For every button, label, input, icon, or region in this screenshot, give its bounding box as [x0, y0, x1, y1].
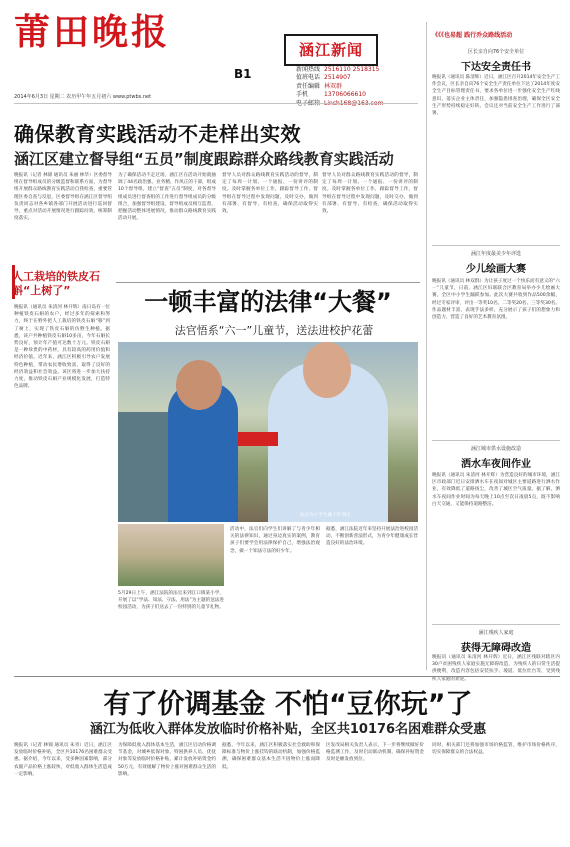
bottom-col1: 晚报讯（记者 林锦 通讯员 朱青）近日，涵江区发放临时价格补贴，全区共10176名困难群众受惠。据介绍，今年以来，受多种因素影响，部分农副产品价格上涨较快，对低收入群体生活造成一定影响。: [14, 743, 112, 777]
right-story3-title: 洒水车夜间作业: [461, 459, 531, 470]
editor-info-row: [296, 74, 416, 82]
right-story1-title: 下达安全责任书: [461, 62, 531, 73]
feature-photo: [118, 342, 418, 522]
divider: [14, 103, 418, 104]
right-story4-kicker: 涵江残疾人家庭: [478, 630, 514, 636]
editor-info-value: 13706066610: [324, 91, 366, 99]
right-story2-text: 晚报讯（通讯员 林双群）为让孩子度过一个快乐而有意义的“六一”儿童节，日前，涵江区妇联联合区教育局举办少儿绘画大赛，全区中小学生踊跃参加。此次大赛共收到作品500余幅，经过专家评审，评出一等奖10名、二等奖20名、三等奖30名。作品题材丰富，表现手法多样，充分展示了孩子们的想象力和创造力，营造了良好的艺术教育氛围。: [432, 279, 560, 321]
editor-info-row: [296, 83, 416, 91]
feature-text-a: 5月29日上午，涵江法院的法官来到江口镇某小学，开展了以“学法、知法、守法、用法”为主题的送法进校园活动，为孩子们送去了一份特别的儿童节礼物。: [118, 591, 224, 611]
right-story1-kicker: 区长亲自向76个安全单位: [467, 49, 525, 55]
editor-info-key: 责任编辑: [296, 82, 321, 90]
feature-photo-small: [118, 524, 224, 586]
divider: [14, 676, 560, 677]
date-line: 2014年6月3日 星期二 农历甲午年五月初六 www.ptwbs.net: [14, 94, 152, 100]
right-story2-title: 少儿绘画大赛: [466, 264, 526, 275]
right-story3-kicker: 涵江城市供水设施改造: [470, 446, 521, 452]
feature-text-c: 据悉，涵江法院近年来坚持开展法治进校园活动，不断创新普法形式，为青少年健康成长营造良好的法治环境。: [326, 527, 418, 547]
feature-text-b: 活动中，法官们向学生们讲解了与青少年相关的法律知识，通过身边真实的案例，教育孩子们要学会用法律保护自己，增强法治观念，做一个知法守法的好少年。: [230, 527, 320, 554]
masthead-logo: [14, 10, 244, 62]
side-story-title: 人工栽培的铁皮石斛“上树了”: [12, 270, 100, 297]
editor-info-key: 值班电话: [296, 74, 321, 82]
bottom-col5: 同时，相关部门还将加强市场价格监管，维护市场价格秩序，切实保障群众的合法权益。: [432, 743, 560, 756]
bottom-col3: 据悉，今年以来，涵江区积极落实社会救助和保障标准与物价上涨挂钩的联动机制，加强价格监测，确保困难群众基本生活不因物价上涨而降低。: [222, 743, 320, 770]
bottom-subtitle: 涵江为低收入群体发放临时价格补贴，全区共10176名困难群众受惠: [89, 722, 487, 737]
editor-info-value: 2516110 2518315: [324, 66, 380, 73]
article1-col4: 督导人员对群众路线教育实践活动的督导，制定了每周一计划、一个通报、一份讲评的制度。及时掌握各单位工作，跟踪督导工作，督导组在督导过程中发现问题，及时交办，做到有部署、有督导、有检查，确保活动取得实效。: [322, 173, 418, 215]
feature-title: 一顿丰富的法律“大餐”: [116, 282, 420, 319]
right-story2-kicker: 涵江年度最美少年评选: [470, 251, 521, 257]
right-story4-title: 获得无障碍改造: [461, 643, 531, 654]
bottom-title: 有了价调基金 不怕“豆你玩”了: [103, 689, 473, 720]
article1-col1: 晚报讯（记者 林锦 通讯员 朱丽 林华）区委督导组在督导组成员的分级监督和联系方面，为督导组开展群众路线教育实践活动自我检查，重要管理区委自查与反思，区委督导组在涵江区督导组负责同志对各乡镇各部门开展活动进行巡回督导，重点对活动开展情况进行跟踪问效，统筹制度落实。: [14, 173, 112, 222]
divider: [432, 624, 560, 625]
divider: [432, 440, 560, 441]
article1-col2: 为了确保活动不走过场，涵江区在活动开始就抽调了44名政治强、业务精、作风正的干部，组成10个督导组，建立“督查”五员“制度，对各督导组成员进行督查组的工作进行督导组成员的分级组合，加强督导组建设，督导组成员相互监督，把握活动整体进展情况，推动群众路线教育实践活动开展。: [118, 173, 216, 222]
feature-subtitle: 法官悟系“六一”儿童节，送法进校护花蕾: [174, 324, 374, 337]
right-banner: 《《《也易超 践行乔众路线活动: [432, 32, 513, 39]
right-story3-text: 晚报讯（通讯员 朱清河 林开辉）为营造良好的城市环境，涵江区市政部门近日安排洒水车在夜间对城区主要道路进行洒水作业，有效降低了道路扬尘，改善了城区空气质量。据了解，洒水车夜间作业时间为每天晚上10点至次日凌晨5点，既不影响白天交通，又能保持道路整洁。: [432, 473, 560, 507]
editor-info-value: 林双群: [324, 82, 343, 90]
page-number: B1: [234, 67, 252, 81]
right-story1-text: 晚报讯（通讯员 陈清辉）近日，涵江区召开2014年安全生产工作会议，区长亲自向76个安全生产责任单位下达了2014年度安全生产目标管理责任书，要求各单位进一步强化安全生产红线意识，落实企业主体责任，加强隐患排查治理，确保全区安全生产形势持续稳定好转。会议还对当前安全生产工作进行了部署。: [432, 75, 560, 117]
bottom-col4: 区发改局相关负责人表示，下一步将继续做好价格监测工作，及时启动联动机制，确保补贴资金及时足额发放到位。: [326, 743, 424, 763]
photo-caption: 法官为小学生戴上红领巾: [300, 513, 351, 518]
article1-col3: 督导人员对群众路线教育实践活动的督导，制定了每周一计划、一个通报、一份讲评的制度。及时掌握各单位工作，跟踪督导工作，督导组在督导过程中发现问题，及时交办，做到有部署、有督导、有检查，确保活动取得实效。: [222, 173, 318, 215]
right-story4-text-top: 晚报讯（通讯员 朱清河 林开辉）近日，涵江区残联对辖区内30户贫困残疾人家庭实施无障碍改造，为残疾人的日常生活提供便利，改造内容包括安装扶手、坡道、低位灶台等，受到残疾人家庭的欢迎。: [432, 655, 560, 682]
masthead-title: 莆田晚报: [14, 11, 171, 53]
editor-info-row: [296, 91, 416, 99]
side-story-text: 晚报讯（通讯员 朱清河 林开辉）南日岛有一位种植铁皮石斛的农户，经过多年的探索和努力，终于在野外把人工栽培的铁皮石斛“移”到了树上，实现了铁皮石斛的仿野生种植。据悉，该户共种植铁皮石斛10多亩，今年石斛长势良好，预计年产值可达数十万元。铁皮石斛是一种珍贵的中药材，具有较高的药用价值和经济价值。近年来，涵江区积极引导农户发展特色种植，带动农民增收致富，取得了良好的经济效益和社会效益。该区将进一步加大扶持力度，推动铁皮石斛产业规模化发展，打造特色品牌。: [14, 305, 110, 390]
headline-subtitle: 涵江区建立督导组“五员”制度跟踪群众路线教育实践活动: [14, 150, 394, 168]
headline-title: 确保教育实践活动不走样出实效: [14, 122, 301, 146]
bottom-col2: 为保障低收入群体基本生活，涵江区启动价格调节基金，对城乡低保对象、特困供养人员、优抚对象等发放临时价格补贴，累计发放补贴资金约50万元，有效缓解了物价上涨对困难群众生活的影响。: [118, 743, 216, 777]
column-divider: [426, 22, 427, 670]
editor-info: [296, 66, 416, 108]
divider: [432, 245, 560, 246]
editor-info-key: 手机: [296, 91, 309, 99]
editor-info-key: 新闻热线: [296, 66, 321, 73]
editor-info-value: 2514907: [324, 74, 351, 82]
section-title: 涵江新闻: [284, 34, 378, 66]
